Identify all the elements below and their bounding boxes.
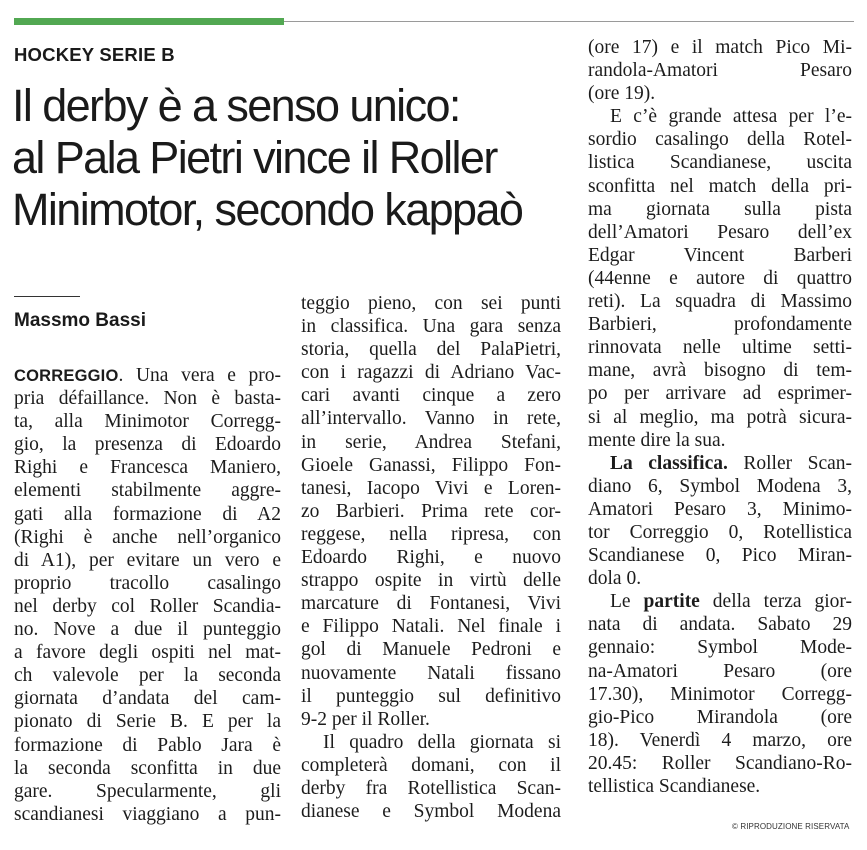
text-line: ch valevole per la seconda (14, 665, 281, 687)
byline: Massmo Bassi (14, 310, 147, 331)
text-line: Il quadro della giornata si (323, 731, 561, 753)
text-line: formazione di Pablo Jara è (14, 734, 281, 756)
headline-line: Minimotor, secondo kappaò (12, 184, 523, 235)
dateline: CORREGGIO (14, 367, 119, 385)
text-line: derby fra Rotellistica Scan- (301, 777, 561, 799)
headline-line: al Pala Pietri vince il Roller (12, 132, 497, 183)
copyright-notice: © RIPRODUZIONE RISERVATA (732, 822, 850, 831)
headline-line: Il derby è a senso unico: (12, 80, 460, 131)
text-line: si al meglio, ma potrà sicura- (588, 406, 852, 428)
text-line: proprio tracollo casalingo (14, 572, 281, 594)
text-line: marcature di Fontanesi, Vivi (301, 593, 561, 615)
text-line: e Filippo Natali. Nel finale i (301, 616, 561, 638)
text-line: cari avanti cinque a zero (301, 385, 561, 407)
text-line: dianese e Symbol Modena (301, 801, 561, 823)
text-line: 9-2 per il Roller. (301, 708, 430, 730)
text-line: Edgar Vincent Barberi (588, 244, 852, 266)
text-line: (Righi è anche nell’organico (14, 526, 281, 548)
text-line: sordio casalingo della Rotel- (588, 129, 852, 151)
text-line: tor Correggio 0, Rotellistica (588, 521, 852, 543)
article-column-1 (14, 364, 281, 826)
text-line: 17.30), Minimotor Corregg- (588, 683, 852, 705)
text-line: E c’è grande attesa per l’e- (610, 106, 852, 128)
text-line: dell’Amatori Pesaro dell’ex (588, 221, 852, 243)
text-line: Le partite della terza gior- (610, 591, 852, 613)
text-line: Edoardo Righi, e nuovo (301, 547, 561, 569)
text-line: reti). La squadra di Massimo (588, 291, 852, 313)
text-line: in serie, Andrea Stefani, (301, 431, 561, 453)
text-line: 20.45: Roller Scandiano-Ro- (588, 752, 852, 774)
text-line: completerà domani, con il (301, 754, 561, 776)
section-accent-bar (14, 18, 284, 25)
text-line: La classifica. Roller Scan- (610, 452, 853, 474)
text-line: tellistica Scandianese. (588, 776, 761, 797)
subhead-classifica: La classifica. (610, 452, 728, 474)
byline-rule (14, 296, 80, 297)
text-line: teggio pieno, con sei punti (301, 293, 561, 314)
text-line: gol di Manuele Pedroni e (301, 639, 561, 661)
text-line: di A1), per evitare un vero e (14, 549, 281, 571)
text-line: Scandianese 0, Pico Miran- (588, 545, 852, 567)
text-line: nuovamente Natali fissano (301, 662, 561, 684)
text-line: (ore 17) e il match Pico Mi- (588, 37, 852, 58)
text-line: pionato di Serie B. E per la (14, 711, 281, 733)
text-line: diano 6, Symbol Modena 3, (588, 475, 852, 497)
text-line: gennaio: Symbol Mode- (588, 637, 852, 659)
text-line: na-Amatori Pesaro (ore (588, 660, 852, 682)
article-column-3 (588, 36, 852, 798)
text-line: all’intervallo. Vanno in rete, (301, 408, 561, 430)
text-line: giornata d’andata del cam- (14, 688, 281, 710)
top-rule (284, 21, 854, 22)
text-line: gio-Pico Mirandola (ore (588, 706, 852, 728)
text-line: reggese, nella ripresa, con (301, 523, 561, 545)
text-line: elementi stabilmente aggre- (14, 480, 281, 502)
text-line: il punteggio sul definitivo (301, 685, 561, 707)
subhead-partite: partite (643, 591, 700, 613)
text-line: la seconda sconfitta in due (14, 757, 281, 779)
text-line: ta, alla Minimotor Corregg- (14, 411, 281, 433)
text-line: tanesi, Iacopo Vivi e Loren- (301, 477, 561, 499)
text-line: Gioele Ganassi, Filippo Fon- (301, 454, 561, 476)
text-line: dola 0. (588, 568, 642, 590)
text-line: po per arrivare ad esprimer- (588, 383, 852, 405)
text-line: CORREGGIO. Una vera e pro- (14, 365, 281, 386)
text-line: mane, avrà bisogno di tem- (588, 360, 852, 382)
text-line: 18). Venerdì 4 marzo, ore (588, 729, 852, 751)
text-line: Barbieri, profondamente (588, 314, 852, 336)
text-line: mente dire la sua. (588, 429, 726, 451)
text-line: gare. Specularmente, gli (14, 780, 281, 802)
text-line: gati alla formazione di A2 (14, 503, 281, 525)
text-line: no. Nove a due il punteggio (14, 619, 281, 641)
text-line: (44enne e autore di quattro (588, 267, 852, 289)
text-line: rinnovata nelle ultime setti- (588, 337, 852, 359)
section-label: HOCKEY SERIE B (14, 44, 175, 65)
text-line: in classifica. Una gara senza (301, 316, 561, 338)
text-line: Amatori Pesaro 3, Minimo- (588, 498, 852, 520)
text-line: a favore degli ospiti nel mat- (14, 642, 281, 664)
text-line: con i ragazzi di Adriano Vac- (301, 362, 561, 384)
headline (12, 80, 587, 236)
text-line: ma giornata sulla pista (588, 198, 852, 220)
text-line: Righi e Francesca Maniero, (14, 457, 281, 479)
text-line: storia, quella del PalaPietri, (301, 339, 561, 361)
text-line: (ore 19). (588, 83, 656, 105)
text-line: zo Barbieri. Prima rete cor- (301, 500, 561, 522)
article-column-2 (301, 292, 561, 823)
text-line: nata di andata. Sabato 29 (588, 614, 852, 636)
text-line: pria défaillance. Non è basta- (14, 388, 281, 410)
text-line: scandianesi viaggiano a pun- (14, 803, 281, 825)
text-line: strappo ospite in virtù delle (301, 570, 561, 592)
text-line: sconfitta nel match della pri- (588, 175, 852, 197)
text-line: randola-Amatori Pesaro (588, 60, 852, 82)
text-line: nel derby col Roller Scandia- (14, 595, 281, 617)
text-line: listica Scandianese, uscita (588, 152, 852, 174)
text-line: gio, la presenza di Edoardo (14, 434, 281, 456)
